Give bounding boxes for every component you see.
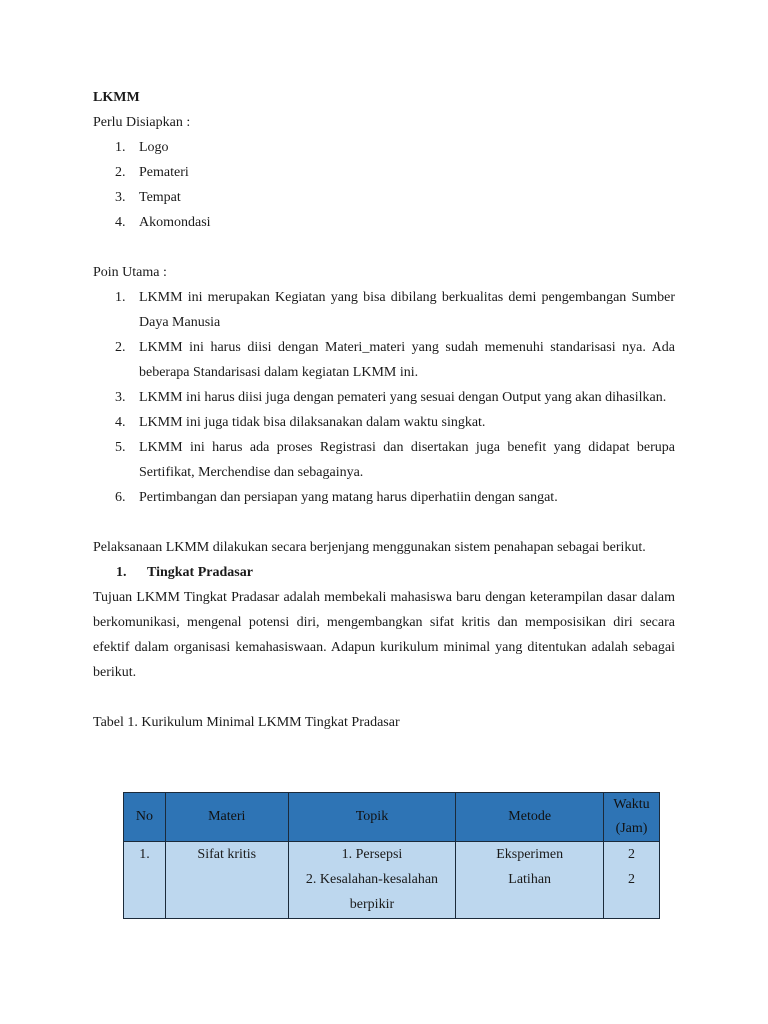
header-waktu: Waktu (Jam) xyxy=(604,793,660,842)
list-item: 4. LKMM ini juga tidak bisa dilaksanakan dalam waktu singkat. xyxy=(115,415,486,430)
list-item: 4. Akomondasi xyxy=(115,215,211,230)
list-item: 3. Tempat xyxy=(115,190,181,205)
cell-no: 1. xyxy=(124,842,166,919)
cell-waktu xyxy=(604,842,660,919)
topik-item: 2. Kesalahan-kesalahan berpikir xyxy=(305,872,439,912)
section-heading xyxy=(93,560,675,585)
prep-list xyxy=(93,135,675,235)
tujuan-paragraph: Tujuan LKMM Tingkat Pradasar adalah membekali mahasiswa baru dengan keterampilan dasar dalam berkomunikasi, mengenal potensi diri, mengembangkan sifat kritis dan memposisikan diri secara efektif dalam organisasi kemahasiswaan. Adapun kurikulum minimal yang ditentukan adalah sebagai berikut. xyxy=(93,590,675,680)
section-number: 1. xyxy=(116,565,127,580)
list-item: 3. LKMM ini harus diisi juga dengan pemateri yang sesuai dengan Output yang akan dihasilkan. xyxy=(115,390,667,405)
list-item: 6. Pertimbangan dan persiapan yang matang harus diperhatiin dengan sangat. xyxy=(115,490,558,505)
header-no: No xyxy=(124,793,166,842)
cell-topik xyxy=(288,842,456,919)
section-title: Tingkat Pradasar xyxy=(147,565,253,580)
header-metode: Metode xyxy=(456,793,604,842)
list-item: 1. LKMM ini merupakan Kegiatan yang bisa dibilang berkualitas demi pengembangan Sumber Daya Manusia xyxy=(115,290,675,330)
header-topik: Topik xyxy=(288,793,456,842)
main-list xyxy=(93,285,675,510)
list-item: 2. Pemateri xyxy=(115,165,189,180)
waktu-item: 2 xyxy=(628,847,636,862)
topik-item: 1. Persepsi xyxy=(341,847,403,862)
table-caption: Tabel 1. Kurikulum Minimal LKMM Tingkat Pradasar xyxy=(93,715,400,730)
metode-item: Latihan xyxy=(508,872,552,887)
prep-heading: Perlu Disiapkan : xyxy=(93,115,191,130)
list-item: 1. Logo xyxy=(115,140,169,155)
cell-materi: Sifat kritis xyxy=(165,842,288,919)
list-item: 5. LKMM ini harus ada proses Registrasi dan disertakan juga benefit yang didapat berupa Sertifikat, Merchendise dan sebagainya. xyxy=(115,440,675,480)
doc-title: LKMM xyxy=(93,90,140,105)
main-heading: Poin Utama : xyxy=(93,265,167,280)
list-item: 2. LKMM ini harus diisi dengan Materi_materi yang sudah memenuhi standarisasi nya. Ada beberapa Standarisasi dalam kegiatan LKMM ini. xyxy=(115,340,675,380)
waktu-item: 2 xyxy=(628,872,636,887)
metode-item: Eksperimen xyxy=(496,847,564,862)
cell-metode xyxy=(456,842,604,919)
table-row xyxy=(124,842,660,919)
document-page xyxy=(93,85,675,735)
pelaksanaan-paragraph: Pelaksanaan LKMM dilakukan secara berjenjang menggunakan sistem penahapan sebagai berikut. xyxy=(93,540,646,555)
curriculum-table xyxy=(123,792,660,919)
header-materi: Materi xyxy=(165,793,288,842)
table-header-row xyxy=(124,793,660,842)
